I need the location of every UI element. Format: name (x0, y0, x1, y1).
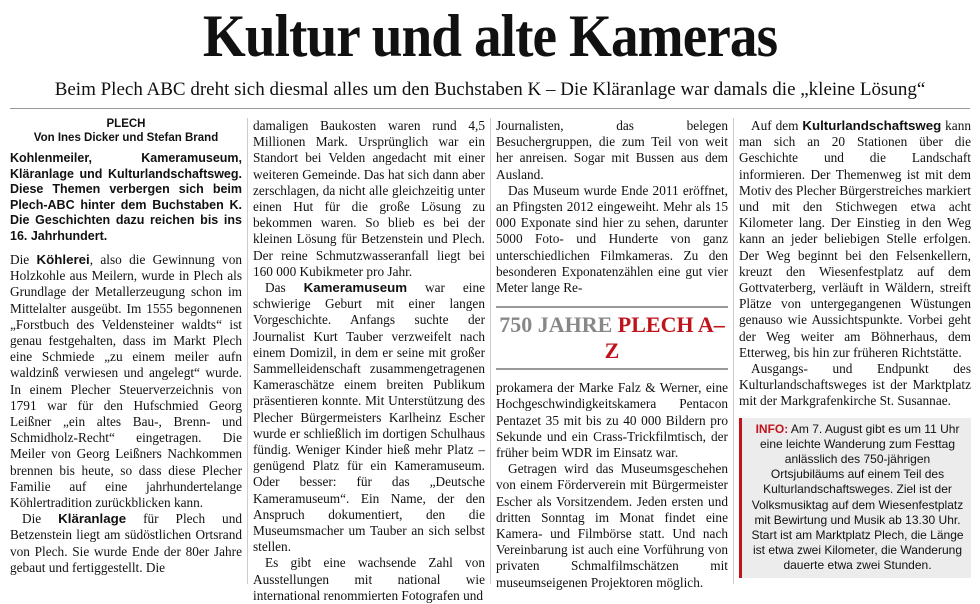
column-divider (247, 118, 248, 584)
series-banner (496, 306, 728, 370)
info-label: INFO: (755, 421, 789, 436)
column-divider (733, 118, 734, 584)
article-column-4 (739, 118, 971, 578)
article-column-1 (10, 118, 242, 576)
paragraph: Getragen wird das Museumsgeschehen von einem Förderverein mit Bürgermeister Escher als Vorsitzendem. Jeden ersten und dritten Sonntag im Monat findet eine Kamera- und Filmbörse statt. Und nach Vereinbarung ist auch eine Vorführung von privaten Schmalfilmschätzen mit museumseigenen Projektoren möglich. (496, 461, 728, 590)
info-text: Am 7. August gibt es um 11 Uhr eine leichte Wanderung zum Festtag anlässlich des 750-jährigen Ortsjubiläums auf einem Teil des Kulturlandschaftsweges. Ziel ist der Volksmusiktag auf dem Wiesenfestplatz mit Bewirtung und Musik ab 13.30 Uhr. Start ist am Marktplatz Plech, die Länge ist etwa zwei Kilometer, die Wanderung dauerte etwa zwei Stunden. (751, 421, 964, 573)
keyword: Köhlerei (36, 252, 90, 267)
paragraph: Ausgangs- und Endpunkt des Kulturlandschaftsweges ist der Marktplatz mit der Markgrafenkirche St. Susannae. (739, 361, 971, 409)
banner-anniversary: 750 JAHRE (499, 312, 613, 338)
byline: Von Ines Dicker und Stefan Brand (33, 132, 219, 144)
paragraph: Die Köhlerei, also die Gewinnung von Holzkohle aus Meilern, wurde in Plech als Grundlage der Metallerzeugung schon im Mittelalter ausgeübt. Im 1555 begonnenen „Forstbuch des Veldensteiner waldts“ ist genau festgehalten, dass im Markt Plech eine Schmiede „zu einem meiler aufn waldzinß verwiesen und angelegt“ wurde. In einem Plecher Steuerverzeichnis von 1791 war für den Hufschmied Georg Leißner „ein altes Bau-, Brenn- und Schmidholz-Recht“ eingetragen. Die Meiler von Georg Leißners Nachkommen brennen bis heute, so dass diese Plecher Familie auf eine jahrhundertelange Köhlertradition zurückblicken kann. (10, 252, 242, 511)
lead-paragraph: Kohlenmeiler, Kameramuseum, Kläranlage und Kulturlandschaftsweg. Diese Themen verbergen sich beim Plech-ABC hinter dem Buchstaben K. Die Geschichten dazu reichen bis ins 16. Jahrhundert. (10, 151, 242, 243)
column-divider (490, 118, 491, 584)
keyword: Kläranlage (58, 511, 127, 527)
banner-series-title: PLECH A–Z (604, 312, 725, 364)
article-subline: Beim Plech ABC dreht sich diesmal alles um den Buchstaben K – Die Kläranlage war damals die „kleine Lösung“ (54, 79, 926, 100)
divider (10, 108, 970, 109)
paragraph: Auf dem Kulturlandschaftsweg kann man sich an 20 Stationen über die Geschichte und die Landschaft informieren. Der Themenweg ist mit dem Motiv des Plecher Bürgerstreiches markiert und mit den Stichwegen etwa acht Kilometer lang. Der Einstieg in den Weg kann an jeder beliebigen Stelle erfolgen. Der Weg beginnt bei den Felsenkellern, kreuzt den Wiesenfestplatz auf dem Gottvaterberg, verläuft in Wäldern, streift Plätze von untergegangenen Wüstungen genauso wie Aussichtspunkte. Vorbei geht der Weg weiter am Böhnerhaus, dem Etterweg, bis hin zur früheren Richtstätte. (739, 118, 971, 360)
info-box (739, 418, 971, 578)
paragraph: prokamera der Marke Falz & Werner, eine Hochgeschwindigkeitskamera Pentacon Pentazet 35 mit bis zu 40 000 Bildern pro Sekunde und ein Crass-Trickfilmtisch, der früher beim WDR im Einsatz war. (496, 380, 728, 461)
dateline-place: PLECH (106, 118, 146, 130)
paragraph: Journalisten, das belegen Besuchergruppen, die zum Teil von weit her anreisen. Sogar mit Bussen aus dem Ausland. (496, 118, 728, 182)
paragraph: Die Kläranlage für Plech und Betzenstein liegt am südöstlichen Ortsrand von Plech. Sie wurde Ende der 80er Jahre gebaut und fertiggestellt. Die (10, 511, 242, 575)
article-column-3 (496, 118, 728, 591)
keyword: Kameramuseum (303, 280, 408, 296)
paragraph: Es gibt eine wachsende Zahl von Ausstellungen mit national wie international renommierten Fotografen und (253, 555, 485, 603)
keyword: Kulturlandschaftsweg (802, 118, 942, 133)
article-headline: Kultur und alte Kameras (202, 3, 778, 69)
paragraph: Das Museum wurde Ende 2011 eröffnet, an Pfingsten 2012 eingeweiht. Mehr als 15 000 Exponate sind hier zu sehen, darunter 5000 Foto- und Hunderte von ganz unterschiedlichen Filmkameras. Zu den besonderen Exponatenzählen eine gut vier Meter lange Re- (496, 182, 728, 296)
paragraph: Das Kameramuseum war eine schwierige Geburt mit einer langen Vorgeschichte. Anfangs suchte der Journalist Kurt Tauber verzweifelt nach einem Domizil, in dem er seine mit großer Sammelleidenschaft zusammengetragenen Kameraschätze einem breiten Publikum präsentieren konnte. Mit Unterstützung des Plecher Bürgermeisters Karlheinz Escher wurde er schließlich im dortigen Schulhaus fündig. Weniger Kinder hieß mehr Platz – genügend Platz für ein Kameramuseum. Oder besser: für das „Deutsche Kameramuseum“. Ein Name, der den Anspruch dokumentiert, den die Museumsmacher um Tauber an sich selbst stellen. (253, 280, 485, 555)
article-column-2 (253, 118, 485, 604)
paragraph: damaligen Baukosten waren rund 4,5 Millionen Mark. Ursprünglich war ein Standort bei Velden angedacht mit einer weiteren Gemeinde. Das hat sich dann aber zerschlagen, da nicht alle gleichzeitig unter einen Hut für die große Lösung zu bekommen waren. So blieb es bei der kleinen Lösung für Betzenstein und Plech. Der reine Schmutzwasseranfall liegt bei 160 000 Kubikmeter pro Jahr. (253, 118, 485, 279)
